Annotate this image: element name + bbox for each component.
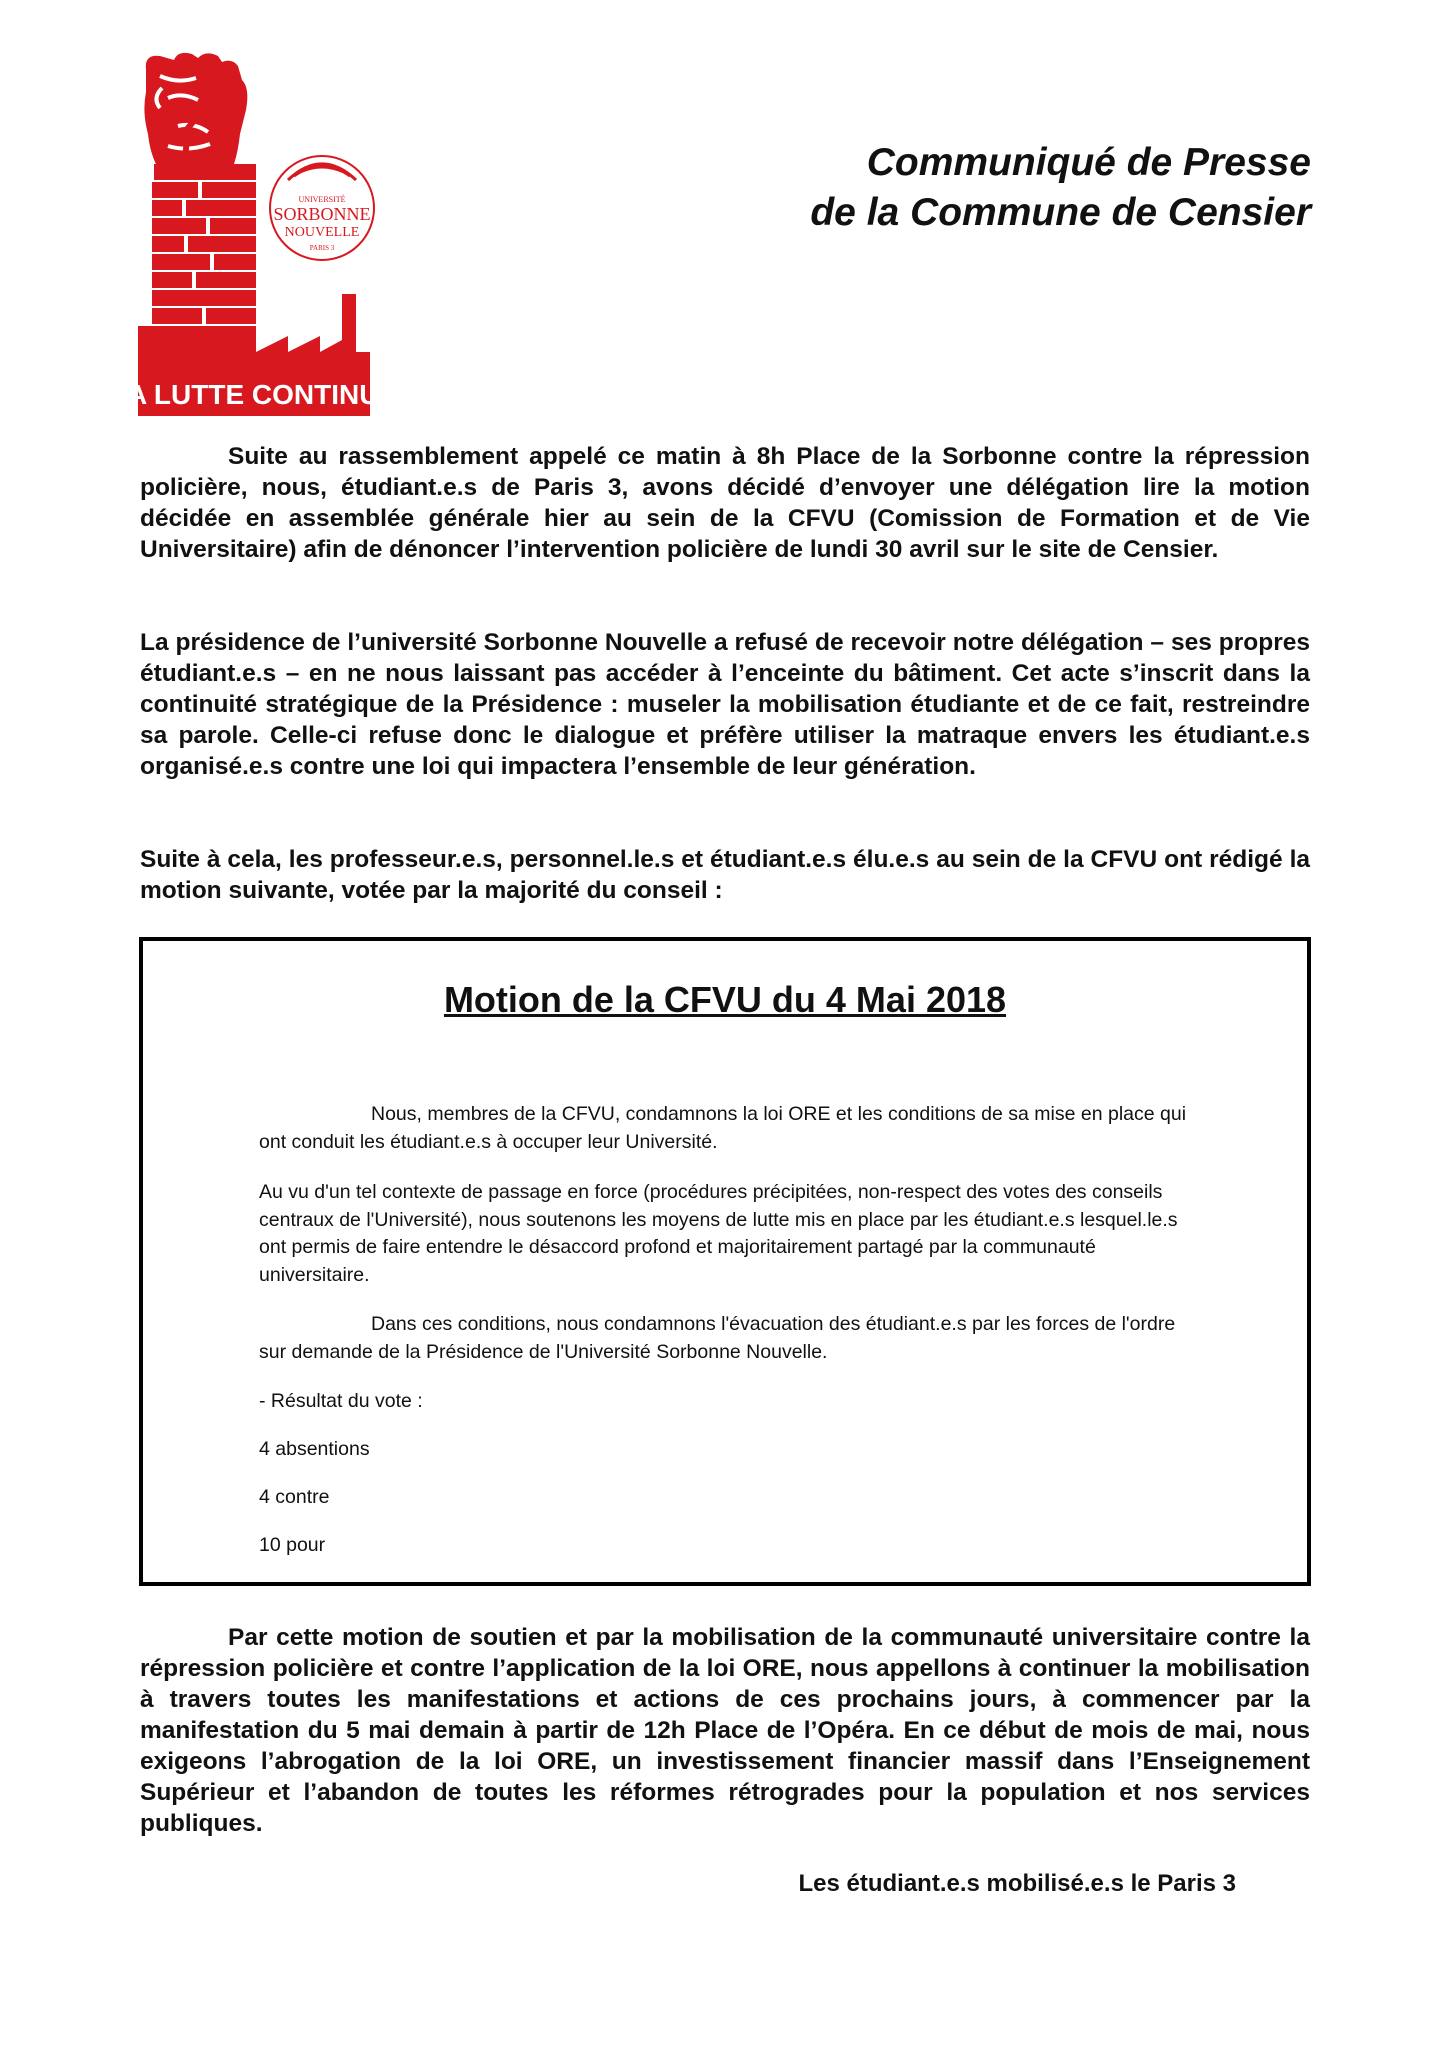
fist-icon [144,53,247,170]
seal-name-1: SORBONNE [273,204,371,224]
la-lutte-continue-logo [109,52,399,418]
press-release-title [691,138,1311,238]
seal-name-2: NOUVELLE [284,225,360,240]
vote-for: 10 pour [259,1534,326,1556]
paragraph-presidence: La présidence de l’université Sorbonne Nouvelle a refusé de recevoir notre délégation – ses propres étudiant.e.s – en ne nous laissant pas accéder à l’enceinte du bâtiment. Cet acte s’inscrit dans la continuité stratégique de la Présidence : museler la mobilisation étudiante et de ce fait, restreindre sa parole. Celle-ci refuse donc le dialogue et préfère utiliser la matraque envers les étudiant.e.s organisé.e.s contre une loi qui impactera l’ensemble de leur génération. [140,629,1310,780]
vote-against: 4 contre [259,1486,330,1508]
motion-paragraph-2: Au vu d'un tel contexte de passage en force (procédures précipitées, non-respect des votes des conseils centraux de l'Université), nous soutenons les moyens de lutte mis en place par les étudiant.e.s lesquel.le.s ont permis de faire entendre le désaccord profond et majoritairement partagé par la communauté universitaire. [259,1181,1178,1286]
motion-title: Motion de la CFVU du 4 Mai 2018 [443,979,1007,1020]
motion-box [139,937,1311,1586]
brick-tower [152,164,256,324]
sorbonne-nouvelle-seal [270,156,374,260]
signature: Les étudiant.e.s mobilisé.e.s le Paris 3 [798,1870,1236,1897]
paragraph-cfvu: Suite à cela, les professeur.e.s, personnel.le.s et étudiant.e.s élu.e.s au sein de la CFVU ont rédigé la motion suivante, votée par la majorité du conseil : [140,846,1310,904]
motion-paragraph-1: Nous, membres de la CFVU, condamnons la loi ORE et les conditions de sa mise en place qui ont conduit les étudiant.e.s à occuper leur Université. [259,1103,1187,1153]
logo-slogan: LA LUTTE CONTINUE [109,379,399,410]
vote-result-label: - Résultat du vote : [259,1390,423,1412]
seal-bottom-text: PARIS 3 [309,244,335,252]
paragraph-intro: Suite au rassemblement appelé ce matin à 8h Place de la Sorbonne contre la répression policière, nous, étudiant.e.s de Paris 3, avons décidé d’envoyer une délégation lire la motion décidée en assemblée générale hier au sein de la CFVU (Comission de Formation et de Vie Universitaire) afin de dénoncer l’intervention policière de lundi 30 avril sur le site de Censier. [140,443,1310,563]
title-line-2: de la Commune de Censier [810,191,1311,234]
title-line-1: Communiqué de Presse [866,141,1311,184]
seal-top-text: UNIVERSITÉ [298,195,346,204]
vote-abstentions: 4 absentions [259,1438,370,1460]
paragraph-call-to-action: Par cette motion de soutien et par la mobilisation de la communauté universitaire contre la répression policière et contre l’application de la loi ORE, nous appellons à continuer la mobilisation à travers toutes les manifestations et actions de ces prochains jours, à commencer par la manifestation du 5 mai demain à partir de 12h Place de l’Opéra. En ce début de mois de mai, nous exigeons l’abrogation de la loi ORE, un investissement financier massif dans l’Enseignement Supérieur et l’abandon de toutes les réformes rétrogrades pour la population et nos services publiques. [140,1624,1310,1837]
motion-paragraph-3: Dans ces conditions, nous condamnons l'évacuation des étudiant.e.s par les forces de l'ordre sur demande de la Présidence de l'Université Sorbonne Nouvelle. [259,1313,1176,1363]
